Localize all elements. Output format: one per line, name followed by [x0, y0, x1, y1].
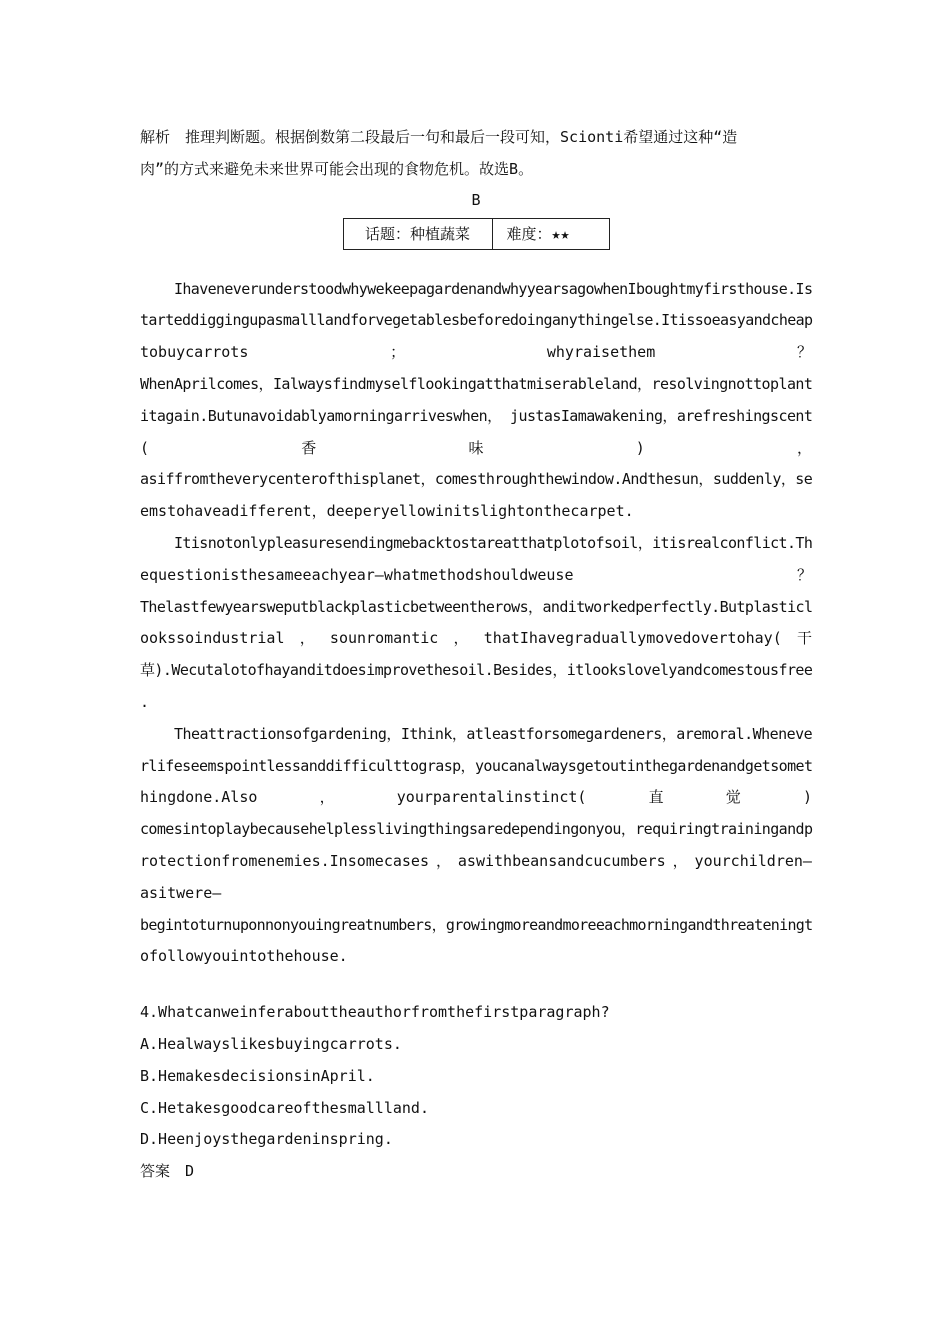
passage-text: emstohaveadifferent，deeperyellowinitslightonthecarpet. — [140, 502, 634, 521]
passage-fragment: yourparentalinstinct( — [396, 788, 587, 807]
section-letter: B — [471, 190, 481, 209]
passage-fragment: whyraisethem — [546, 343, 656, 362]
passage-line — [140, 782, 812, 814]
paragraph-2 — [140, 528, 812, 719]
passage-line — [140, 910, 812, 942]
passage-text: Itisnotonlypleasuresendingmebacktostareatthatplotofsoil，itisrealconflict.Th — [174, 533, 813, 552]
passage-fragment: ， — [319, 788, 335, 807]
answer-line: 答案 D — [140, 1162, 195, 1181]
passage-line — [140, 369, 812, 401]
passage-fragment: yourchildren— — [694, 851, 812, 870]
passage-text: 草).Wecutalotofhayanditdoesimprovethesoil.Besides，itlookslovelyandcomestousfree — [140, 661, 813, 680]
passage-fragment: 干 — [796, 629, 812, 648]
passage-fragment: tobuycarrots — [140, 343, 249, 362]
passage-line — [140, 464, 812, 496]
passage-fragment: ， — [299, 629, 315, 648]
document-page — [140, 122, 812, 1188]
passage-text: comesintoplaybecausehelplesslivingthingsaredependingonyou，requiringtrainingandp — [140, 820, 813, 839]
passage-fragment: ( — [140, 438, 150, 457]
passage-fragment: ， — [435, 851, 451, 870]
passage-text: Thelastfewyearsweputblackplasticbetweentherows，anditworkedperfectly.Butplasticl — [140, 597, 813, 616]
passage-fragment: rotectionfromenemies.Insomecases — [140, 851, 429, 870]
passage-text: begintoturnuponnonyouingreatnumbers，growingmoreandmoreeachmorningandthreateningt — [140, 915, 813, 934]
passage-text: WhenAprilcomes，Ialwaysfindmyselflookingatthatmiserableland，resolvingnottoplant — [140, 374, 813, 393]
passage-text: asitwere— — [140, 883, 222, 902]
passage-fragment: ？ — [796, 343, 812, 362]
passage-fragment: ) — [635, 438, 645, 457]
topic-cell: 话题：种植蔬菜 — [343, 218, 492, 249]
option-d: D.Heenjoysthegardeninspring. — [140, 1130, 393, 1149]
passage-fragment: equestionisthesameeachyear—whatmethodshouldweuse — [140, 565, 574, 584]
passage-text: itagain.Butunavoidablyamorningarriveswhen， justasIamawakening，arefreshingscent — [140, 406, 813, 425]
passage-fragment: 直 — [648, 788, 664, 807]
passage-line — [140, 528, 812, 560]
option-c: C.Hetakesgoodcareofthesmallland. — [140, 1098, 429, 1117]
passage-line — [140, 496, 812, 528]
analysis-line-1: 解析 推理判断题。根据倒数第二段最后一句和最后一段可知，Scionti希望通过这种“造 — [140, 128, 738, 146]
passage-fragment: aswithbeansandcucumbers — [457, 851, 666, 870]
passage-text: ofollowyouintothehouse. — [140, 947, 348, 966]
analysis-block — [140, 122, 812, 186]
passage-line — [140, 623, 812, 655]
passage-fragment: hingdone.Also — [140, 788, 258, 807]
passage-line — [140, 274, 812, 306]
passage-line — [140, 846, 812, 878]
passage-fragment: ， — [796, 438, 812, 457]
passage-text: asiffromtheverycenterofthisplanet，comesthroughthewindow.Andthesun，suddenly，se — [140, 470, 813, 489]
question-block — [140, 997, 812, 1188]
passage-text: IhaveneverunderstoodwhywekeepagardenandwhyyearsagowhenIboughtmyfirsthouse.Is — [174, 279, 813, 298]
passage-line — [140, 560, 812, 592]
passage-text: Theattractionsofgardening，Ithink，atleastforsomegardeners，aremoral.Wheneve — [174, 724, 813, 743]
passage-line — [140, 814, 812, 846]
passage-line — [140, 719, 812, 751]
passage-fragment: thatIhavegraduallymovedovertohay( — [483, 629, 782, 648]
passage-fragment: ， — [453, 629, 469, 648]
passage-fragment: ； — [390, 343, 406, 362]
passage-text: . — [140, 692, 150, 711]
passage-line — [140, 687, 812, 719]
passage-fragment: 香 — [301, 438, 317, 457]
passage-line — [140, 941, 812, 973]
option-a: A.Healwayslikesbuyingcarrots. — [140, 1034, 402, 1053]
passage-fragment: 觉 — [725, 788, 741, 807]
passage-line — [140, 401, 812, 433]
passage — [140, 274, 812, 974]
passage-fragment: ookssoindustrial — [140, 629, 285, 648]
passage-line — [140, 592, 812, 624]
passage-line — [140, 337, 812, 369]
passage-fragment: ) — [802, 788, 812, 807]
topic-table — [343, 218, 610, 250]
question-stem: 4.Whatcanweinferabouttheauthorfromthefirstparagraph? — [140, 1003, 610, 1022]
paragraph-3 — [140, 719, 812, 973]
passage-fragment: ， — [672, 851, 688, 870]
passage-fragment: ？ — [796, 565, 812, 584]
passage-text: rlifeseemspointlessanddifficulttograsp，youcanalwaysgetoutinthegardenandgetsomet — [140, 756, 813, 775]
passage-line — [140, 751, 812, 783]
passage-text: tarteddiggingupasmalllandforvegetablesbeforedoinganythingelse.Itissoeasyandcheap — [140, 311, 813, 330]
passage-fragment: sounromantic — [329, 629, 439, 648]
analysis-line-2: 肉”的方式来避免未来世界可能会出现的食物危机。故选B。 — [140, 159, 534, 178]
difficulty-cell: 难度：★★ — [492, 218, 609, 249]
option-b: B.HemakesdecisionsinApril. — [140, 1066, 375, 1085]
passage-line — [140, 878, 812, 910]
paragraph-1 — [140, 274, 812, 528]
passage-line — [140, 655, 812, 687]
passage-fragment: 味 — [468, 438, 484, 457]
passage-line — [140, 433, 812, 465]
passage-line — [140, 305, 812, 337]
